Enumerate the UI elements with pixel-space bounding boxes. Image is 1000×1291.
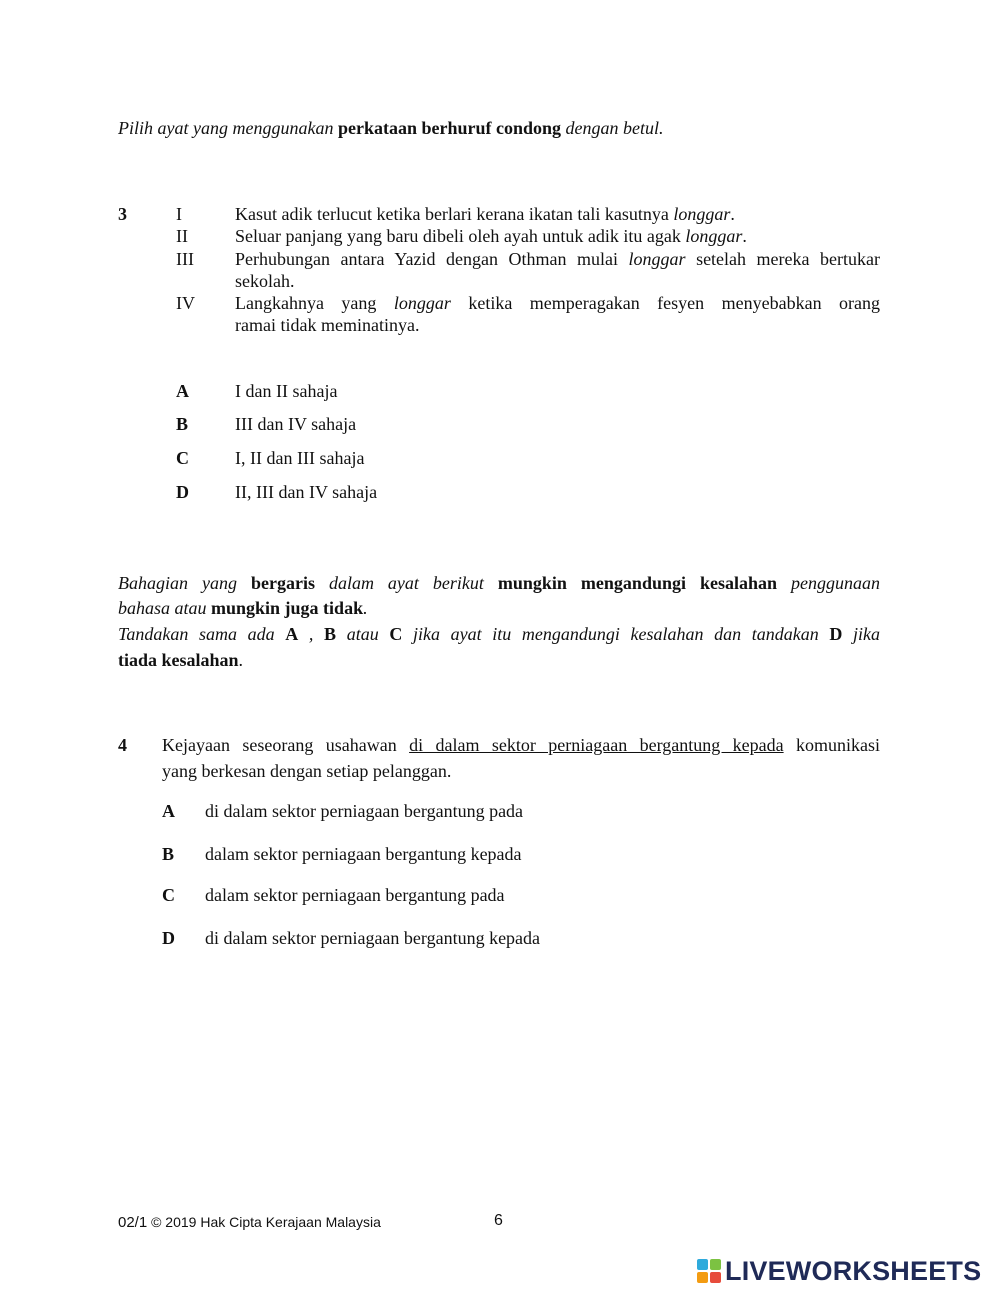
logo-square-4: [710, 1272, 721, 1283]
logo-square-1: [697, 1259, 708, 1270]
q4-option-a-text[interactable]: di dalam sektor perniagaan bergantung pada: [205, 801, 524, 821]
instr2-bold-4: tiada kesalahan: [118, 650, 239, 670]
q3-statement-4-word: longgar: [393, 293, 451, 313]
instruction-1: [118, 117, 663, 139]
q3-statement-1-end: .: [730, 204, 735, 224]
q4-sentence-end: komunikasi: [783, 735, 881, 755]
brand-name: LIVEWORKSHEETS: [725, 1255, 982, 1286]
instr2-text-11: .: [238, 650, 244, 670]
q3-roman-3: III: [176, 249, 194, 269]
q3-option-a-text[interactable]: I dan II sahaja: [235, 381, 338, 401]
logo-square-3: [697, 1272, 708, 1283]
instruction-2-line-2: [118, 596, 368, 620]
q3-statement-1-text: Kasut adik terlucut ketika berlari kerana ikatan tali kasutnya: [235, 204, 674, 224]
instr2-text-7: ,: [298, 624, 325, 644]
instr2-text-4: bahasa atau: [118, 598, 212, 618]
instr2-text-3: penggunaan: [777, 573, 880, 593]
page-number: 6: [494, 1212, 503, 1229]
q3-statement-3-end: setelah mereka bertukar: [685, 249, 881, 269]
instr2-text-10: jika: [842, 624, 881, 644]
instr2-text-2: dalam ayat berikut: [314, 573, 498, 593]
q3-statement-2-word: longgar: [685, 226, 743, 246]
question-4-number: 4: [118, 735, 127, 755]
instr2-bold-a: A: [285, 624, 299, 644]
instr2-text-5: .: [363, 598, 368, 618]
q4-option-c-text[interactable]: dalam sektor perniagaan bergantung pada: [205, 885, 505, 905]
logo-squares-icon: [697, 1259, 721, 1283]
q4-sentence: [162, 733, 880, 757]
q4-option-b-text[interactable]: dalam sektor perniagaan bergantung kepada: [205, 844, 522, 864]
q3-statement-3-text: Perhubungan antara Yazid dengan Othman mulai: [235, 249, 629, 269]
instr2-bold-c: C: [389, 624, 403, 644]
instruction-1-end: dengan betul.: [561, 118, 664, 138]
q3-statement-1-word: longgar: [673, 204, 731, 224]
q4-option-c-letter[interactable]: C: [162, 885, 175, 905]
q3-option-b-text[interactable]: III dan IV sahaja: [235, 414, 357, 434]
q3-option-c-text[interactable]: I, II dan III sahaja: [235, 448, 365, 468]
q3-statement-2: [235, 225, 747, 247]
q4-underlined-part: di dalam sektor perniagaan bergantung kepada: [409, 735, 784, 755]
instr2-text-1: Bahagian yang: [118, 573, 251, 593]
footer-copyright-text: © 2019 Hak Cipta Kerajaan Malaysia: [147, 1214, 381, 1230]
q3-statement-2-end: .: [742, 226, 747, 246]
instr2-bold-1: bergaris: [250, 573, 315, 593]
q3-statement-3-word: longgar: [628, 249, 686, 269]
instruction-2-line-1: [118, 571, 880, 595]
q4-option-d-text[interactable]: di dalam sektor perniagaan bergantung kepada: [205, 928, 541, 948]
instr2-bold-b: B: [324, 624, 337, 644]
instr2-text-8: atau: [336, 624, 390, 644]
q3-statement-1: [235, 203, 735, 225]
q3-statement-4: [235, 292, 880, 314]
liveworksheets-logo[interactable]: [697, 1254, 981, 1288]
instr2-text-6: Tandakan sama ada: [118, 624, 286, 644]
q3-statement-2-text: Seluar panjang yang baru dibeli oleh ayah untuk adik itu agak: [235, 226, 686, 246]
instr2-text-9: jika ayat itu mengandungi kesalahan dan tandakan: [402, 624, 830, 644]
instr2-bold-d: D: [829, 624, 843, 644]
instr2-bold-3: mungkin juga tidak: [211, 598, 364, 618]
q3-statement-4-text: Langkahnya yang: [235, 293, 394, 313]
q3-statement-3: [235, 248, 880, 270]
instr2-bold-2: mungkin mengandungi kesalahan: [497, 573, 777, 593]
q3-option-d-text[interactable]: II, III dan IV sahaja: [235, 482, 378, 502]
q3-roman-2: II: [176, 226, 188, 246]
question-3-number: 3: [118, 204, 127, 224]
q3-option-a-letter[interactable]: A: [176, 381, 189, 401]
q3-roman-4: IV: [176, 293, 195, 313]
q3-option-c-letter[interactable]: C: [176, 448, 189, 468]
q4-option-d-letter[interactable]: D: [162, 928, 175, 948]
instruction-1-text: Pilih ayat yang menggunakan: [118, 118, 338, 138]
q3-statement-3-cont: sekolah.: [235, 271, 295, 291]
q4-option-a-letter[interactable]: A: [162, 801, 175, 821]
q3-option-d-letter[interactable]: D: [176, 482, 189, 502]
logo-square-2: [710, 1259, 721, 1270]
instruction-1-bold: perkataan berhuruf condong: [337, 118, 561, 138]
footer-copyright: [118, 1211, 381, 1234]
q3-statement-4-end: ketika memperagakan fesyen menyebabkan orang: [450, 293, 881, 313]
instruction-2-line-3: [118, 622, 880, 646]
q4-sentence-cont: yang berkesan dengan setiap pelanggan.: [162, 761, 452, 781]
q3-option-b-letter[interactable]: B: [176, 414, 189, 434]
q4-option-b-letter[interactable]: B: [162, 844, 175, 864]
q3-roman-1: I: [176, 204, 182, 224]
footer-code: 02/1: [118, 1214, 148, 1231]
q3-statement-4-cont: ramai tidak meminatinya.: [235, 315, 420, 335]
q4-sentence-start: Kejayaan seseorang usahawan: [162, 735, 410, 755]
instruction-2-line-4: [118, 648, 243, 672]
